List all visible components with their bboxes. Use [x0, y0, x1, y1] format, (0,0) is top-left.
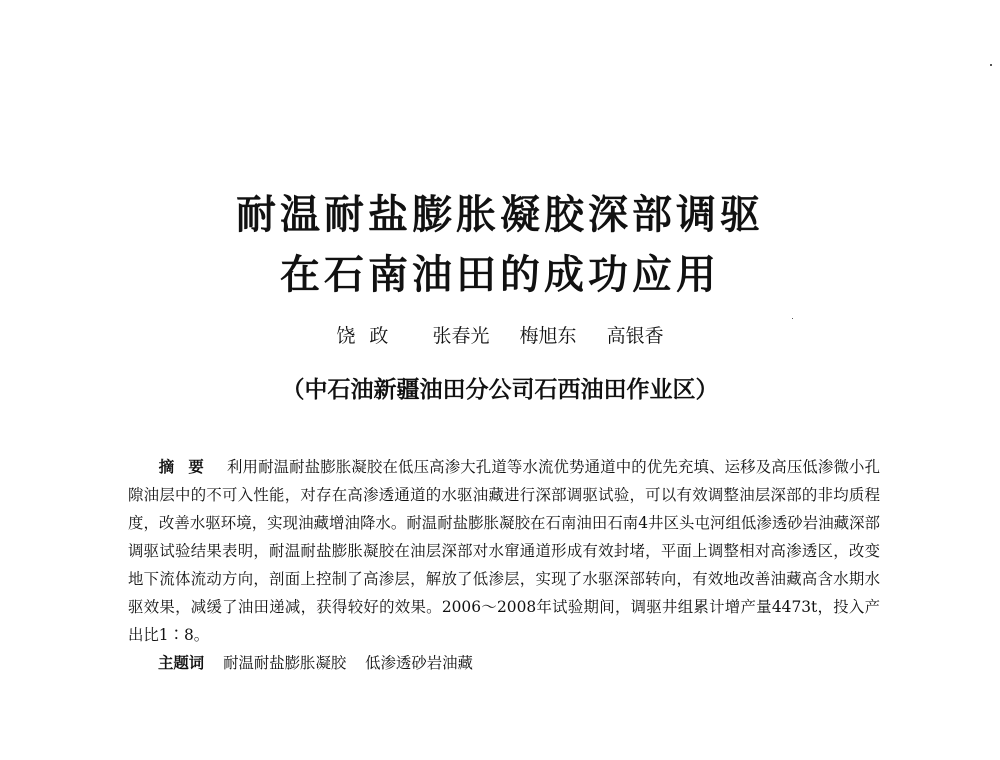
author-name: 饶政: [336, 325, 403, 347]
keywords: [158, 649, 878, 677]
author-name: 高银香: [606, 325, 664, 347]
author-list: [0, 321, 1000, 348]
scan-speck: [990, 64, 992, 66]
keyword: 低渗透砂岩油藏: [365, 654, 473, 672]
paper-title-line-1: 耐温耐盐膨胀凝胶深部调驱: [236, 191, 764, 238]
keywords-label: 主题词: [158, 654, 205, 672]
author-affiliation: （中石油新疆油田分公司石西油田作业区）: [281, 376, 719, 403]
abstract-text: 利用耐温耐盐膨胀凝胶在低压高渗大孔道等水流优势通道中的优先充填、运移及高压低渗微小孔隙油层中的不可入性能，对存在高渗透通道的水驱油藏进行深部调驱试验，可以有效调整油层深部的非均质程度，改善水驱环境，实现油藏增油降水。耐温耐盐膨胀凝胶在石南油田石南4井区头屯河组低渗透砂岩油藏深部调驱试验结果表明，耐温耐盐膨胀凝胶在油层深部对水窜通道形成有效封堵，平面上调整相对高渗透区，改变地下流体流动方向，剖面上控制了高渗层，解放了低渗层，实现了水驱深部转向，有效地改善油藏高含水期水驱效果，减缓了油田递减，获得较好的效果。2006～2008年试验期间，调驱井组累计增产量4473t，投入产出比1∶8。: [128, 458, 880, 644]
author-name: 张春光: [432, 325, 490, 347]
abstract: [128, 453, 880, 649]
paper-title-line-2: 在石南油田的成功应用: [280, 251, 720, 298]
keyword: 耐温耐盐膨胀凝胶: [223, 654, 347, 672]
scan-speck: [792, 318, 793, 319]
author-name: 梅旭东: [519, 325, 577, 347]
abstract-label: 摘要: [158, 458, 218, 476]
